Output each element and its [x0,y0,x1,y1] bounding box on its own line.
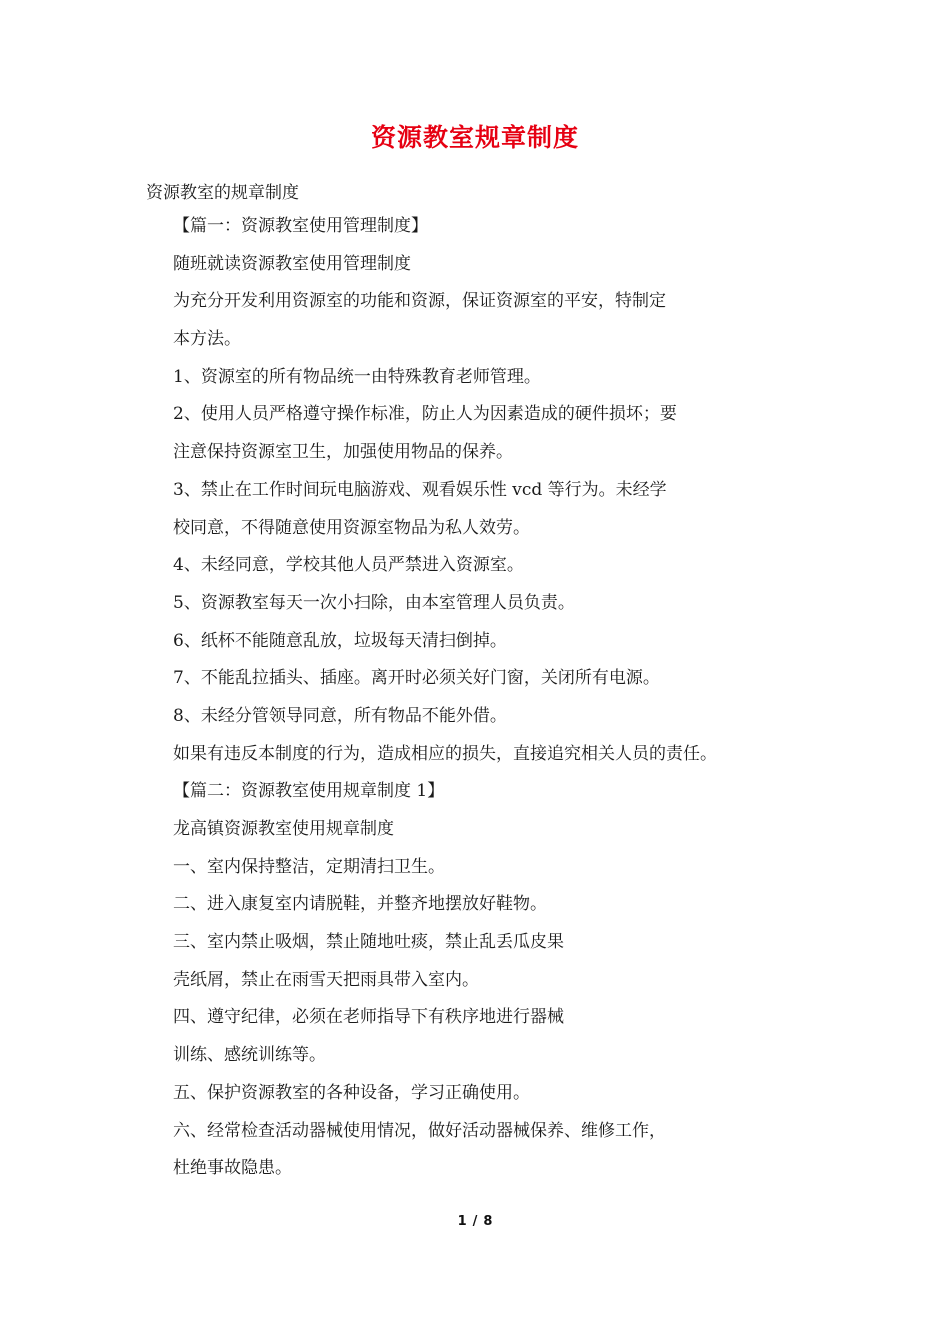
page-separator: / [472,1214,478,1229]
paragraph-line: 六、经常检查活动器械使用情况，做好活动器械保养、维修工作， [173,1120,666,1141]
paragraph-line: 壳纸屑，禁止在雨雪天把雨具带入室内。 [173,969,479,990]
current-page-number: 1 [457,1214,467,1229]
paragraph-line: 6、纸杯不能随意乱放，垃圾每天清扫倒掉。 [173,630,507,651]
paragraph-line: 四、遵守纪律，必须在老师指导下有秩序地进行器械 [173,1007,564,1028]
paragraph-line: 8、未经分管领导同意，所有物品不能外借。 [173,705,507,726]
paragraph-line: 【篇一：资源教室使用管理制度】 [173,216,428,236]
paragraph-line: 【篇二：资源教室使用规章制度 1】 [173,781,445,802]
paragraph-line: 3、禁止在工作时间玩电脑游戏、观看娱乐性 vcd 等行为。未经学 [173,479,667,500]
document-intro: 资源教室的规章制度 [146,183,299,203]
paragraph-line: 训练、感统训练等。 [173,1045,326,1066]
paragraph-line: 三、室内禁止吸烟，禁止随地吐痰，禁止乱丢瓜皮果 [173,932,564,953]
paragraph-line: 二、进入康复室内请脱鞋，并整齐地摆放好鞋物。 [173,894,547,915]
paragraph-line: 龙高镇资源教室使用规章制度 [173,819,394,839]
paragraph-line: 如果有违反本制度的行为，造成相应的损失，直接追究相关人员的责任。 [173,743,717,764]
paragraph-line: 1、资源室的所有物品统一由特殊教育老师管理。 [173,366,541,387]
document-title: 资源教室规章制度 [370,123,579,152]
page-indicator [0,1214,950,1229]
paragraph-line: 2、使用人员严格遵守操作标准，防止人为因素造成的硬件损坏；要 [173,404,677,425]
paragraph-line: 校同意，不得随意使用资源室物品为私人效劳。 [173,517,530,538]
document-body [173,216,717,1196]
paragraph-line: 一、室内保持整洁，定期清扫卫生。 [173,856,445,877]
paragraph-line: 杜绝事故隐患。 [173,1158,292,1179]
paragraph-line: 注意保持资源室卫生，加强使用物品的保养。 [173,442,513,463]
paragraph-line: 5、资源教室每天一次小扫除，由本室管理人员负责。 [173,592,575,613]
paragraph-line: 本方法。 [173,329,241,350]
total-page-count: 8 [483,1214,493,1229]
paragraph-line: 7、不能乱拉插头、插座。离开时必须关好门窗，关闭所有电源。 [173,668,660,689]
paragraph-line: 随班就读资源教室使用管理制度 [173,253,411,274]
paragraph-line: 为充分开发利用资源室的功能和资源，保证资源室的平安，特制定 [173,291,666,312]
paragraph-line: 五、保护资源教室的各种设备，学习正确使用。 [173,1082,530,1103]
paragraph-line: 4、未经同意，学校其他人员严禁进入资源室。 [173,555,524,576]
